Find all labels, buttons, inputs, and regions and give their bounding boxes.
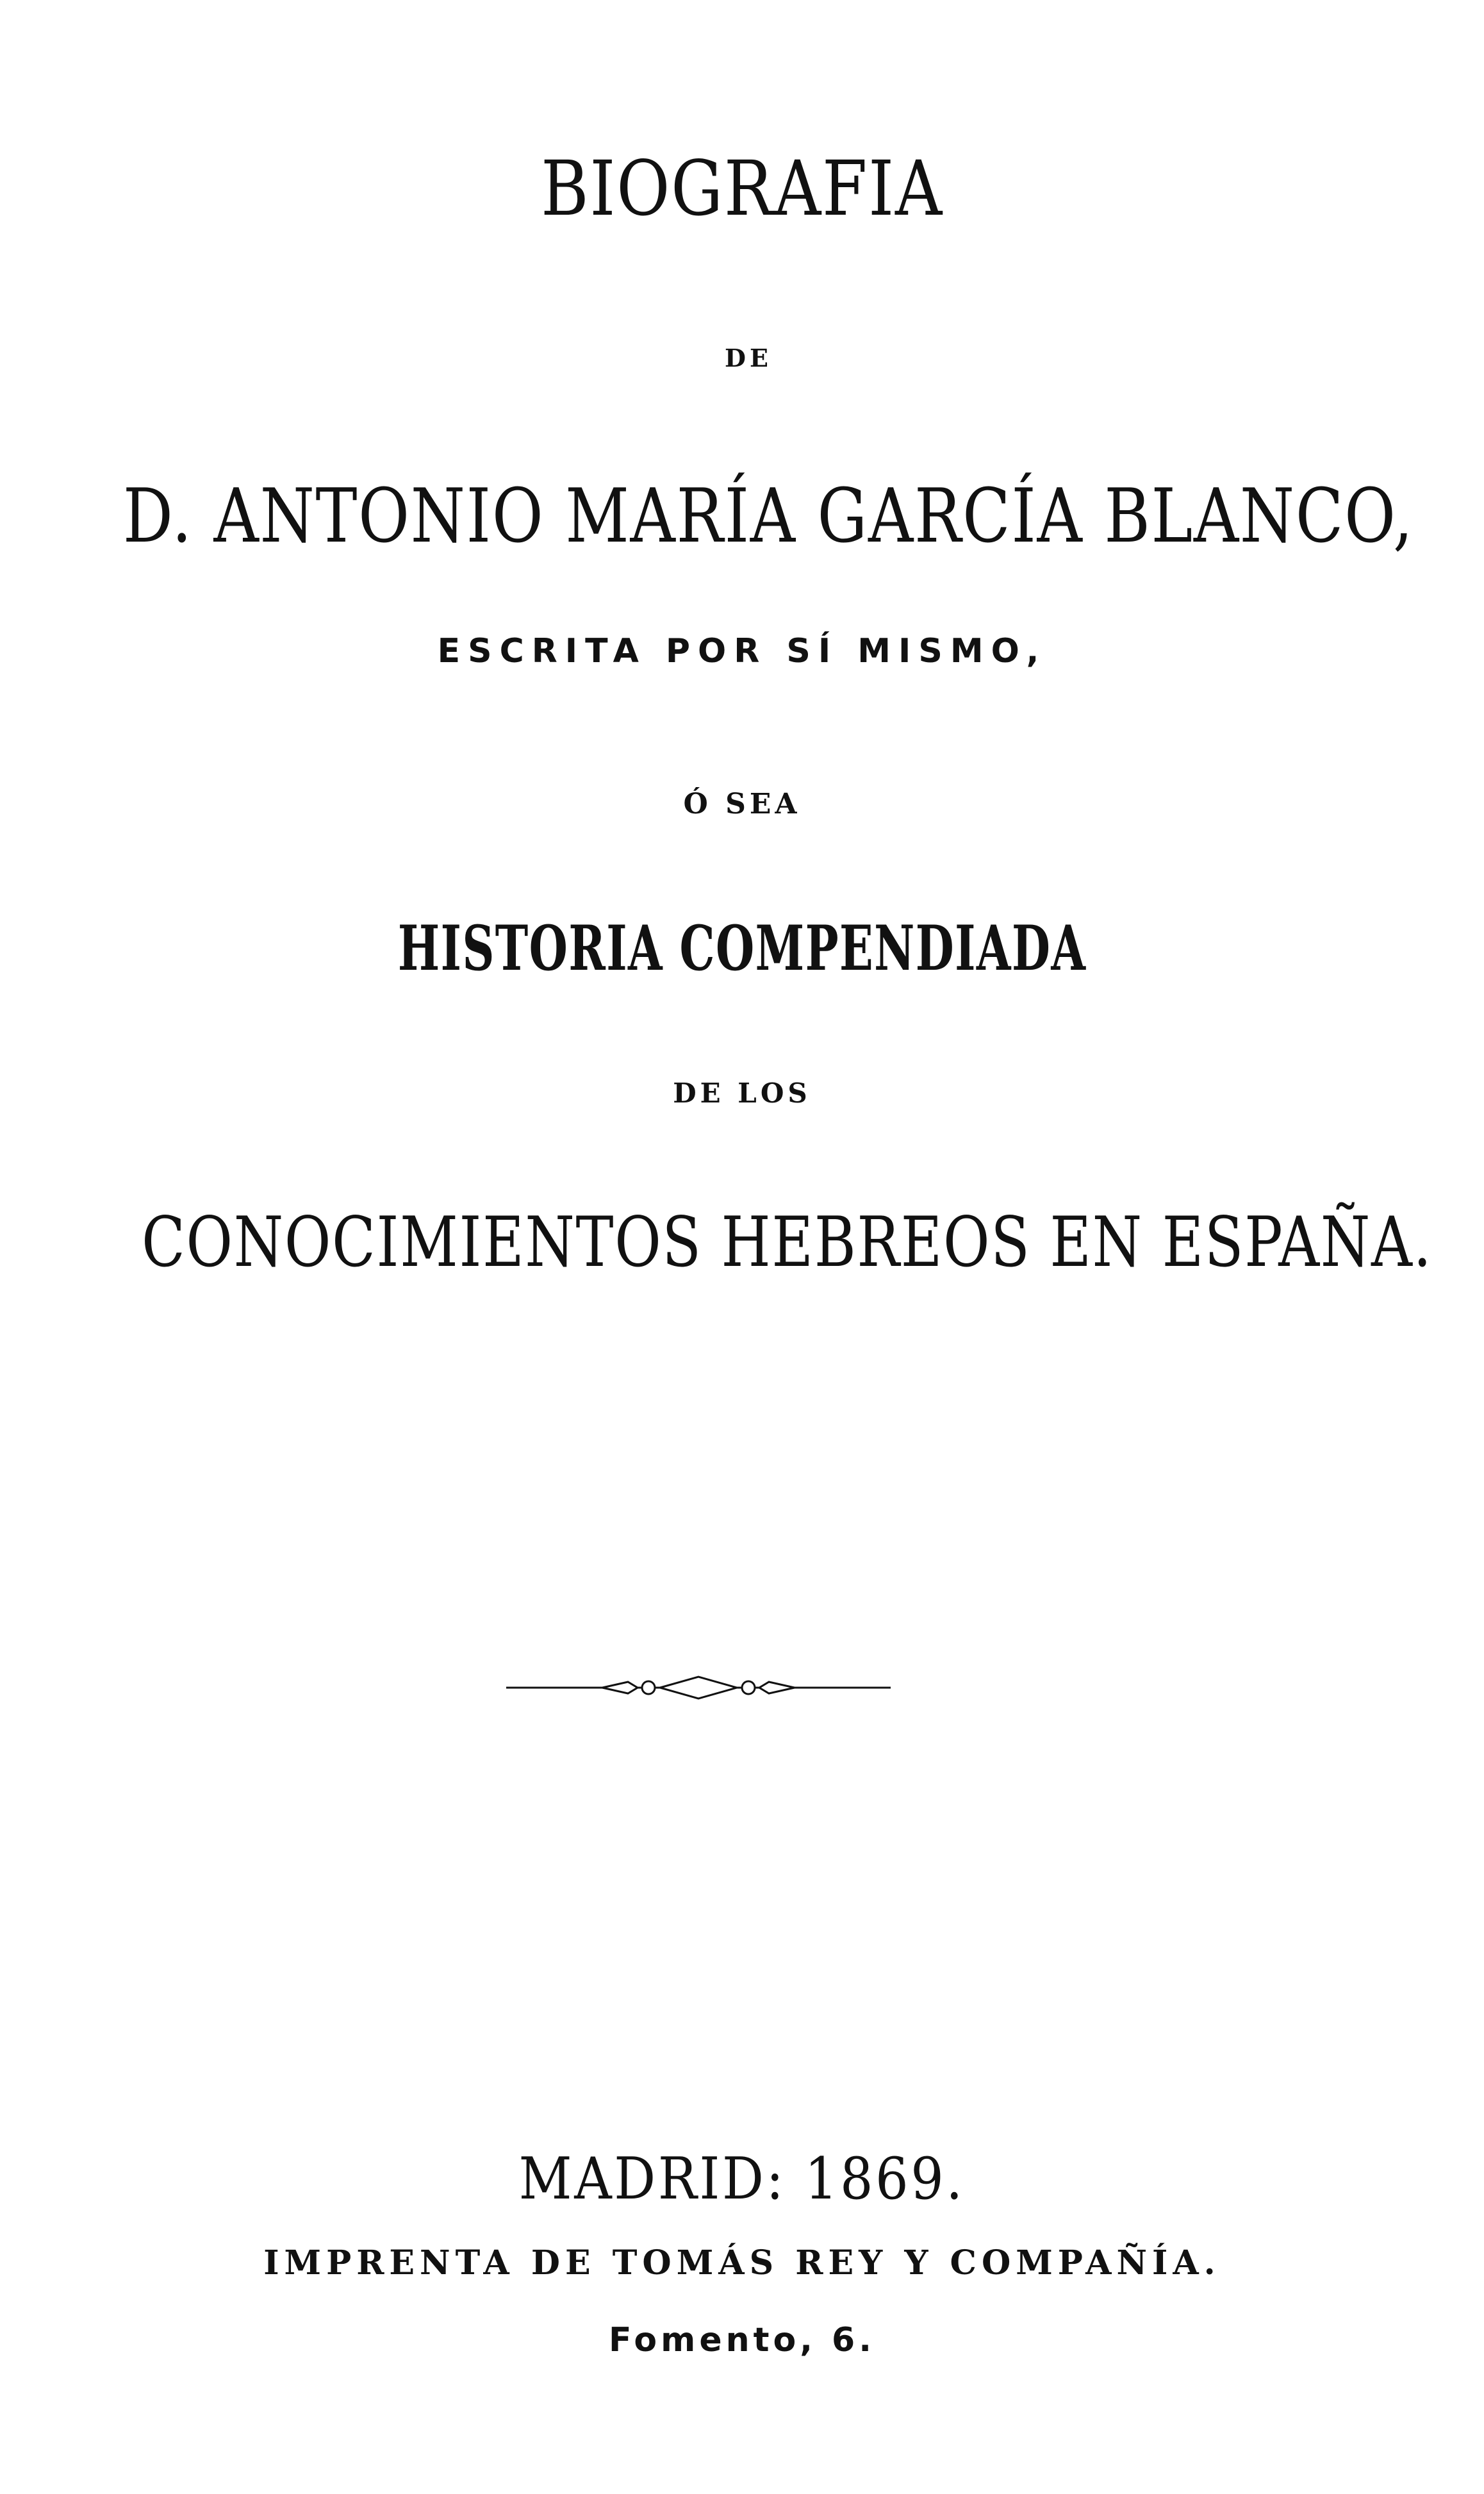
subtitle-text: HISTORIA COMPENDIADA — [397, 912, 1087, 985]
book-title-text: BIOGRAFIA — [541, 144, 943, 233]
written-by-line: ESCRITA POR SÍ MISMO, — [437, 632, 1047, 670]
topic-text: CONOCIMIENTOS HEBREOS EN ESPAÑA. — [142, 1202, 1433, 1283]
imprint-city-year-text: MADRID: 1869. — [518, 2145, 966, 2213]
of-the-line: DE LOS — [673, 1077, 811, 1109]
author-name-text: D. ANTONIO MARÍA GARCÍA BLANCO, — [122, 473, 1414, 560]
preposition-de: DE — [725, 344, 772, 372]
imprint-address: Fomento, 6. — [609, 2321, 875, 2359]
ornament-divider-icon — [506, 1672, 891, 1704]
subtitle — [0, 912, 1484, 985]
topic-line — [0, 1202, 1484, 1283]
book-title — [0, 144, 1484, 233]
author-name — [0, 473, 1484, 560]
imprint-city-year — [0, 2145, 1484, 2213]
imprint-printer: IMPRENTA DE TOMÁS REY Y COMPAÑÍA. — [263, 2243, 1221, 2282]
or-be-line: Ó SEA — [683, 788, 801, 820]
